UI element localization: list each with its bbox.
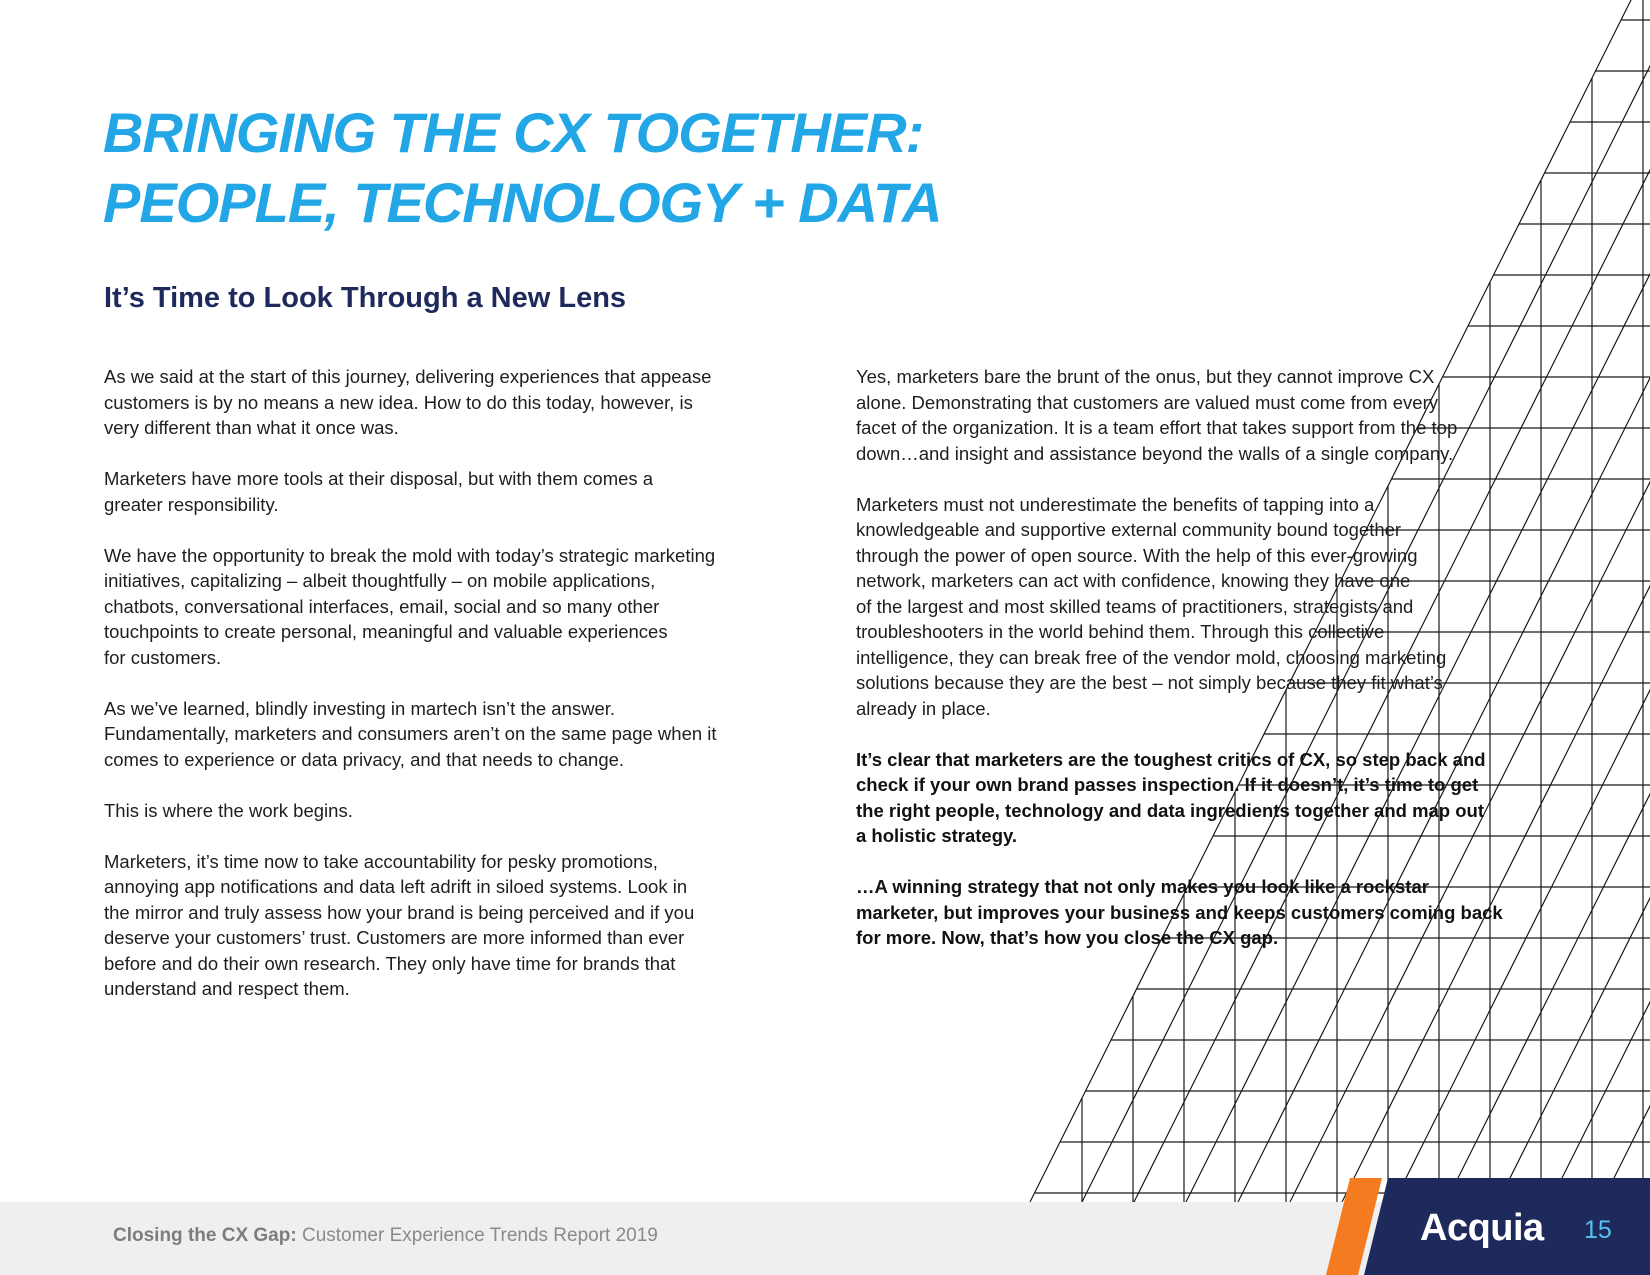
paragraph bbox=[856, 492, 1566, 722]
text-line: customers is by no means a new idea. How to do this today, however, is bbox=[104, 391, 693, 413]
paragraph bbox=[104, 849, 804, 1002]
text-line: chatbots, conversational interfaces, email, social and so many other bbox=[104, 595, 660, 617]
text-line: This is where the work begins. bbox=[104, 799, 353, 821]
text-line: Yes, marketers bare the brunt of the onus, but they cannot improve CX bbox=[856, 366, 1435, 387]
page-title bbox=[103, 98, 941, 238]
paragraph bbox=[104, 364, 804, 441]
text-line: We have the opportunity to break the mold with today’s strategic marketing bbox=[104, 544, 716, 566]
text-line: facet of the organization. It is a team effort that takes support from the top bbox=[856, 417, 1458, 438]
footer-report-title bbox=[113, 1225, 658, 1247]
text-line: troubleshooters in the world behind them. Through this collective bbox=[856, 621, 1385, 642]
text-line: comes to experience or data privacy, and that needs to change. bbox=[104, 748, 625, 770]
text-line: knowledgeable and supportive external community bound together bbox=[856, 519, 1402, 540]
bold-paragraph bbox=[856, 747, 1566, 849]
text-line: initiatives, capitalizing – albeit thoughtfully – on mobile applications, bbox=[104, 570, 656, 591]
bold-paragraph bbox=[856, 874, 1566, 951]
paragraph bbox=[104, 798, 804, 824]
footer-report-bold: Closing the CX Gap: bbox=[113, 1225, 297, 1246]
text-line: a holistic strategy. bbox=[856, 825, 1018, 846]
paragraph bbox=[104, 696, 804, 773]
title-line-2: PEOPLE, TECHNOLOGY + DATA bbox=[103, 171, 942, 234]
text-line: As we’ve learned, blindly investing in martech isn’t the answer. bbox=[104, 697, 616, 719]
text-line: marketer, but improves your business and keeps customers coming back bbox=[856, 901, 1503, 923]
right-text-column bbox=[856, 364, 1566, 976]
paragraph bbox=[104, 543, 804, 671]
page-number: 15 bbox=[1584, 1216, 1612, 1244]
paragraph bbox=[856, 364, 1566, 466]
text-line: deserve your customers’ trust. Customers are more informed than ever bbox=[104, 927, 685, 948]
section-subtitle: It’s Time to Look Through a New Lens bbox=[104, 282, 627, 314]
title-line-1: BRINGING THE CX TOGETHER: bbox=[103, 101, 924, 164]
text-line: check if your own brand passes inspection. If it doesn’t, it’s time to get bbox=[856, 774, 1479, 795]
acquia-logo: Acquia bbox=[1420, 1207, 1544, 1249]
text-line: network, marketers can act with confidence, knowing they have one bbox=[856, 570, 1411, 591]
paragraph bbox=[104, 466, 804, 517]
text-line: Marketers must not underestimate the benefits of tapping into a bbox=[856, 493, 1375, 515]
text-line: Marketers have more tools at their disposal, but with them comes a bbox=[104, 468, 654, 489]
text-line: It’s clear that marketers are the toughest critics of CX, so step back and bbox=[856, 748, 1486, 770]
text-line: very different than what it once was. bbox=[104, 417, 399, 438]
text-line: Fundamentally, marketers and consumers aren’t on the same page when it bbox=[104, 723, 717, 744]
text-line: alone. Demonstrating that customers are valued must come from every bbox=[856, 391, 1438, 413]
text-line: through the power of open source. With the help of this ever-growing bbox=[856, 544, 1418, 566]
text-line: Marketers, it’s time now to take accountability for pesky promotions, bbox=[104, 850, 658, 872]
text-line: the right people, technology and data ingredients together and map out bbox=[856, 799, 1485, 821]
text-line: intelligence, they can break free of the vendor mold, choosing marketing bbox=[856, 646, 1447, 668]
text-line: annoying app notifications and data left adrift in siloed systems. Look in bbox=[104, 876, 688, 897]
text-line: …A winning strategy that not only makes you look like a rockstar bbox=[856, 876, 1429, 897]
text-line: greater responsibility. bbox=[104, 493, 279, 515]
text-line: already in place. bbox=[856, 697, 991, 719]
left-text-column bbox=[104, 364, 804, 1027]
text-line: As we said at the start of this journey, delivering experiences that appease bbox=[104, 366, 712, 387]
text-line: of the largest and most skilled teams of practitioners, strategists and bbox=[856, 595, 1414, 617]
text-line: understand and respect them. bbox=[104, 978, 350, 999]
text-line: down…and insight and assistance beyond the walls of a single company. bbox=[856, 442, 1454, 464]
text-line: the mirror and truly assess how your brand is being perceived and if you bbox=[104, 901, 695, 923]
text-line: before and do their own research. They only have time for brands that bbox=[104, 952, 676, 974]
footer-report-rest: Customer Experience Trends Report 2019 bbox=[296, 1225, 658, 1246]
text-line: touchpoints to create personal, meaningful and valuable experiences bbox=[104, 621, 668, 642]
text-line: solutions because they are the best – not simply because they fit what’s bbox=[856, 672, 1443, 693]
text-line: for customers. bbox=[104, 646, 222, 668]
text-line: for more. Now, that’s how you close the CX gap. bbox=[856, 927, 1279, 948]
